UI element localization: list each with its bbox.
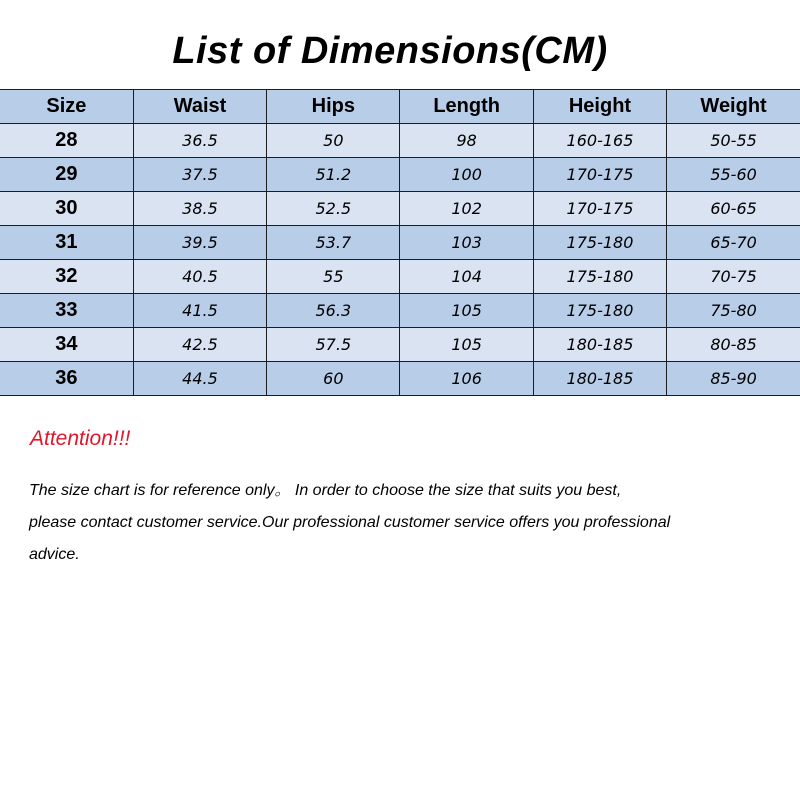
height-cell: 180-185 xyxy=(533,328,666,362)
length-cell: 106 xyxy=(400,362,533,396)
weight-cell: 70-75 xyxy=(667,260,800,294)
height-cell: 175-180 xyxy=(533,294,666,328)
height-cell: 170-175 xyxy=(533,158,666,192)
waist-cell: 44.5 xyxy=(133,362,266,396)
waist-cell: 38.5 xyxy=(133,192,266,226)
weight-cell: 85-90 xyxy=(667,362,800,396)
size-cell: 31 xyxy=(0,226,133,260)
table-row xyxy=(0,328,800,362)
hips-cell: 60 xyxy=(267,362,400,396)
hips-cell: 51.2 xyxy=(267,158,400,192)
column-header-height: Height xyxy=(533,90,666,124)
column-header-size: Size xyxy=(0,90,133,124)
height-cell: 175-180 xyxy=(533,226,666,260)
waist-cell: 39.5 xyxy=(133,226,266,260)
notice-line: please contact customer service.Our professional customer service offers you professional xyxy=(29,514,671,531)
weight-cell: 50-55 xyxy=(667,124,800,158)
size-cell: 28 xyxy=(0,124,133,158)
weight-cell: 60-65 xyxy=(667,192,800,226)
size-cell: 34 xyxy=(0,328,133,362)
table-row xyxy=(0,294,800,328)
table-row xyxy=(0,362,800,396)
length-cell: 104 xyxy=(400,260,533,294)
hips-cell: 55 xyxy=(267,260,400,294)
table-row xyxy=(0,124,800,158)
size-cell: 32 xyxy=(0,260,133,294)
hips-cell: 50 xyxy=(267,124,400,158)
height-cell: 180-185 xyxy=(533,362,666,396)
hips-cell: 52.5 xyxy=(267,192,400,226)
length-cell: 105 xyxy=(400,328,533,362)
table-row xyxy=(0,260,800,294)
size-cell: 30 xyxy=(0,192,133,226)
table-header-row xyxy=(0,90,800,124)
column-header-waist: Waist xyxy=(133,90,266,124)
length-cell: 100 xyxy=(400,158,533,192)
height-cell: 170-175 xyxy=(533,192,666,226)
size-cell: 33 xyxy=(0,294,133,328)
page-title: List of Dimensions(CM) xyxy=(172,30,608,72)
length-cell: 105 xyxy=(400,294,533,328)
waist-cell: 40.5 xyxy=(133,260,266,294)
waist-cell: 41.5 xyxy=(133,294,266,328)
table-row xyxy=(0,158,800,192)
column-header-length: Length xyxy=(400,90,533,124)
waist-cell: 37.5 xyxy=(133,158,266,192)
waist-cell: 36.5 xyxy=(133,124,266,158)
hips-cell: 56.3 xyxy=(267,294,400,328)
hips-cell: 53.7 xyxy=(267,226,400,260)
weight-cell: 65-70 xyxy=(667,226,800,260)
waist-cell: 42.5 xyxy=(133,328,266,362)
weight-cell: 55-60 xyxy=(667,158,800,192)
length-cell: 103 xyxy=(400,226,533,260)
weight-cell: 80-85 xyxy=(667,328,800,362)
length-cell: 98 xyxy=(400,124,533,158)
weight-cell: 75-80 xyxy=(667,294,800,328)
table-row xyxy=(0,192,800,226)
size-cell: 29 xyxy=(0,158,133,192)
notice-line: The size chart is for reference only。 In order to choose the size that suits you best, xyxy=(29,482,622,499)
hips-cell: 57.5 xyxy=(267,328,400,362)
column-header-weight: Weight xyxy=(667,90,800,124)
size-notice xyxy=(29,475,779,571)
attention-heading: Attention!!! xyxy=(30,427,131,450)
table-row xyxy=(0,226,800,260)
size-cell: 36 xyxy=(0,362,133,396)
length-cell: 102 xyxy=(400,192,533,226)
height-cell: 160-165 xyxy=(533,124,666,158)
height-cell: 175-180 xyxy=(533,260,666,294)
size-chart-table xyxy=(0,89,800,396)
notice-line: advice. xyxy=(29,546,80,563)
column-header-hips: Hips xyxy=(267,90,400,124)
